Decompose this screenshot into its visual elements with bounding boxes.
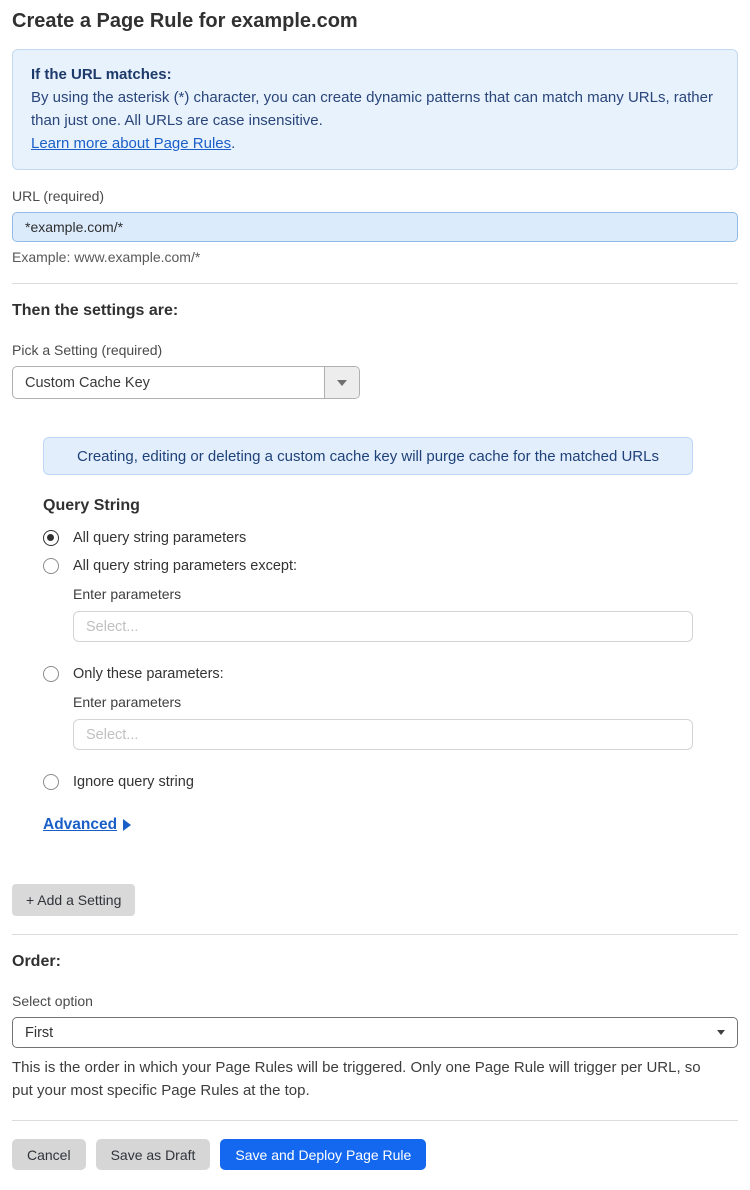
divider — [12, 1120, 738, 1121]
caret-right-icon — [123, 819, 131, 831]
radio-unselected-icon[interactable] — [43, 666, 59, 682]
learn-more-link[interactable]: Learn more about Page Rules — [31, 135, 232, 152]
add-setting-button[interactable]: + Add a Setting — [12, 884, 135, 916]
chevron-down-icon — [337, 380, 347, 386]
order-heading: Order: — [12, 953, 61, 970]
only-parameters-field — [73, 694, 738, 750]
save-deploy-button[interactable]: Save and Deploy Page Rule — [220, 1139, 426, 1170]
radio-label-except: All query string parameters except: — [73, 558, 298, 574]
radio-only-these[interactable] — [43, 666, 738, 682]
chevron-down-icon — [717, 1030, 725, 1035]
save-draft-button[interactable]: Save as Draft — [96, 1139, 211, 1170]
order-select[interactable] — [12, 1017, 738, 1048]
order-description: This is the order in which your Page Rules will be triggered. Only one Page Rule will trigger per URL, so put your most specific Page Rules at the top. — [12, 1059, 701, 1099]
advanced-link-text: Advanced — [43, 816, 118, 833]
radio-all-except[interactable] — [43, 558, 738, 574]
info-box-body: By using the asterisk (*) character, you can create dynamic patterns that can match many URLs, rather than just one. All URLs are case insensitive. — [31, 89, 713, 129]
enter-parameters-label: Enter parameters — [73, 586, 182, 602]
radio-ignore-query-string[interactable] — [43, 774, 738, 790]
divider — [12, 283, 738, 284]
url-input[interactable] — [12, 212, 738, 242]
divider — [12, 934, 738, 935]
setting-dropdown[interactable] — [12, 366, 360, 399]
url-example-hint: Example: www.example.com/* — [12, 249, 201, 265]
footer-actions — [12, 1139, 738, 1170]
pick-setting-label: Pick a Setting (required) — [12, 342, 163, 358]
radio-label-all: All query string parameters — [73, 530, 247, 546]
url-match-info-box — [12, 49, 738, 170]
except-parameters-field — [73, 586, 738, 642]
query-string-heading: Query String — [43, 497, 140, 514]
link-suffix: . — [231, 135, 236, 152]
cache-purge-banner: Creating, editing or deleting a custom cache key will purge cache for the matched URLs — [43, 437, 693, 475]
order-select-value: First — [25, 1024, 54, 1041]
radio-unselected-icon[interactable] — [43, 558, 59, 574]
radio-label-ignore: Ignore query string — [73, 774, 194, 790]
only-parameters-input[interactable] — [73, 719, 693, 750]
info-box-heading: If the URL matches: — [31, 66, 172, 83]
setting-dropdown-arrow-box[interactable] — [324, 367, 359, 398]
radio-unselected-icon[interactable] — [43, 774, 59, 790]
settings-heading: Then the settings are: — [12, 302, 179, 319]
url-field-label: URL (required) — [12, 188, 105, 204]
radio-selected-icon[interactable] — [43, 530, 59, 546]
enter-parameters-label: Enter parameters — [73, 694, 182, 710]
page-title: Create a Page Rule for example.com — [12, 10, 358, 32]
setting-dropdown-value: Custom Cache Key — [25, 374, 150, 391]
except-parameters-input[interactable] — [73, 611, 693, 642]
cancel-button[interactable]: Cancel — [12, 1139, 86, 1170]
radio-label-only: Only these parameters: — [73, 666, 224, 682]
order-select-label: Select option — [12, 993, 93, 1009]
query-string-section — [43, 497, 738, 790]
radio-all-query-params[interactable] — [43, 530, 738, 546]
advanced-link[interactable] — [43, 816, 131, 834]
info-box-link-row — [31, 132, 719, 155]
